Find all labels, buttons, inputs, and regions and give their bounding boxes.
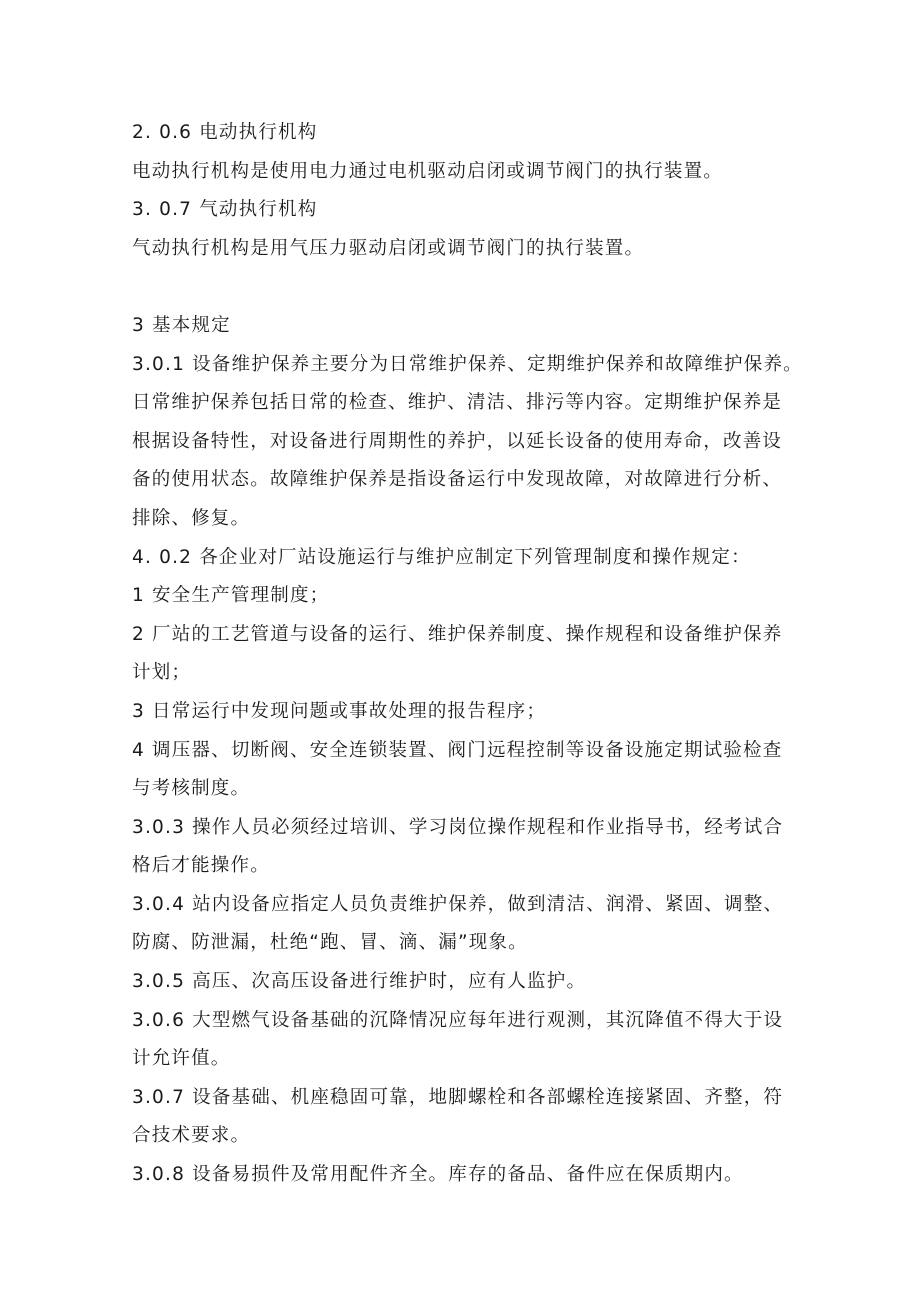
clause-3-0-6: 3.0.6 大型燃气设备基础的沉降情况应每年进行观测，其沉降值不得大于设 [132,1009,784,1031]
clause-3-0-1: 3.0.1 设备维护保养主要分为日常维护保养、定期维护保养和故障维护保养。 [132,353,803,375]
list-item-2: 2 厂站的工艺管道与设备的运行、维护保养制度、操作规程和设备维护保养 [132,623,783,645]
list-item-3: 3 日常运行中发现问题或事故处理的报告程序； [132,700,547,722]
section-heading: 3 基本规定 [132,314,231,336]
paragraph-line: 合技术要求。 [132,1125,251,1147]
paragraph-line: 计允许值。 [132,1048,231,1070]
paragraph-line: 备的使用状态。故障维护保养是指设备运行中发现故障，对故障进行分析、 [132,469,783,491]
paragraph-line: 排除、修复。 [132,507,251,529]
list-item-1: 1 安全生产管理制度； [132,585,330,607]
blank-line [132,268,812,307]
paragraph-line: 日常维护保养包括日常的检查、维护、清洁、排污等内容。定期维护保养是 [132,392,783,414]
clause-3-0-7: 3.0.7 设备基础、机座稳固可靠，地脚螺栓和各部螺栓连接紧固、齐整，符 [132,1086,784,1108]
paragraph-line: 防腐、防泄漏，杜绝“跑、冒、滴、漏”现象。 [132,932,528,954]
paragraph-line: 与考核制度。 [132,778,251,800]
paragraph-line: 计划； [132,662,192,684]
heading-3-0-7: 3. 0.7 气动执行机构 [132,199,318,221]
clause-3-0-3: 3.0.3 操作人员必须经过培训、学习岗位操作规程和作业指导书，经考试合 [132,816,784,838]
paragraph-line: 格后才能操作。 [132,855,270,877]
clause-3-0-5: 3.0.5 高压、次高压设备进行维护时，应有人监护。 [132,971,587,993]
clause-3-0-4: 3.0.4 站内设备应指定人员负责维护保养，做到清洁、润滑、紧固、调整、 [132,893,784,915]
paragraph-line: 电动执行机构是使用电力通过电机驱动启闭或调节阀门的执行装置。 [132,160,724,182]
paragraph-line: 气动执行机构是用气压力驱动启闭或调节阀门的执行装置。 [132,237,645,259]
clause-4-0-2: 4. 0.2 各企业对厂站设施运行与维护应制定下列管理制度和操作规定： [132,546,751,568]
paragraph-line: 根据设备特性，对设备进行周期性的养护，以延长设备的使用寿命，改善设 [132,430,783,452]
heading-2-0-6: 2. 0.6 电动执行机构 [132,122,318,143]
clause-3-0-8: 3.0.8 设备易损件及常用配件齐全。库存的备品、备件应在保质期内。 [132,1164,744,1186]
list-item-4: 4 调压器、切断阀、安全连锁装置、阀门远程控制等设备设施定期试验检查 [132,739,783,761]
document-body [132,114,812,1195]
